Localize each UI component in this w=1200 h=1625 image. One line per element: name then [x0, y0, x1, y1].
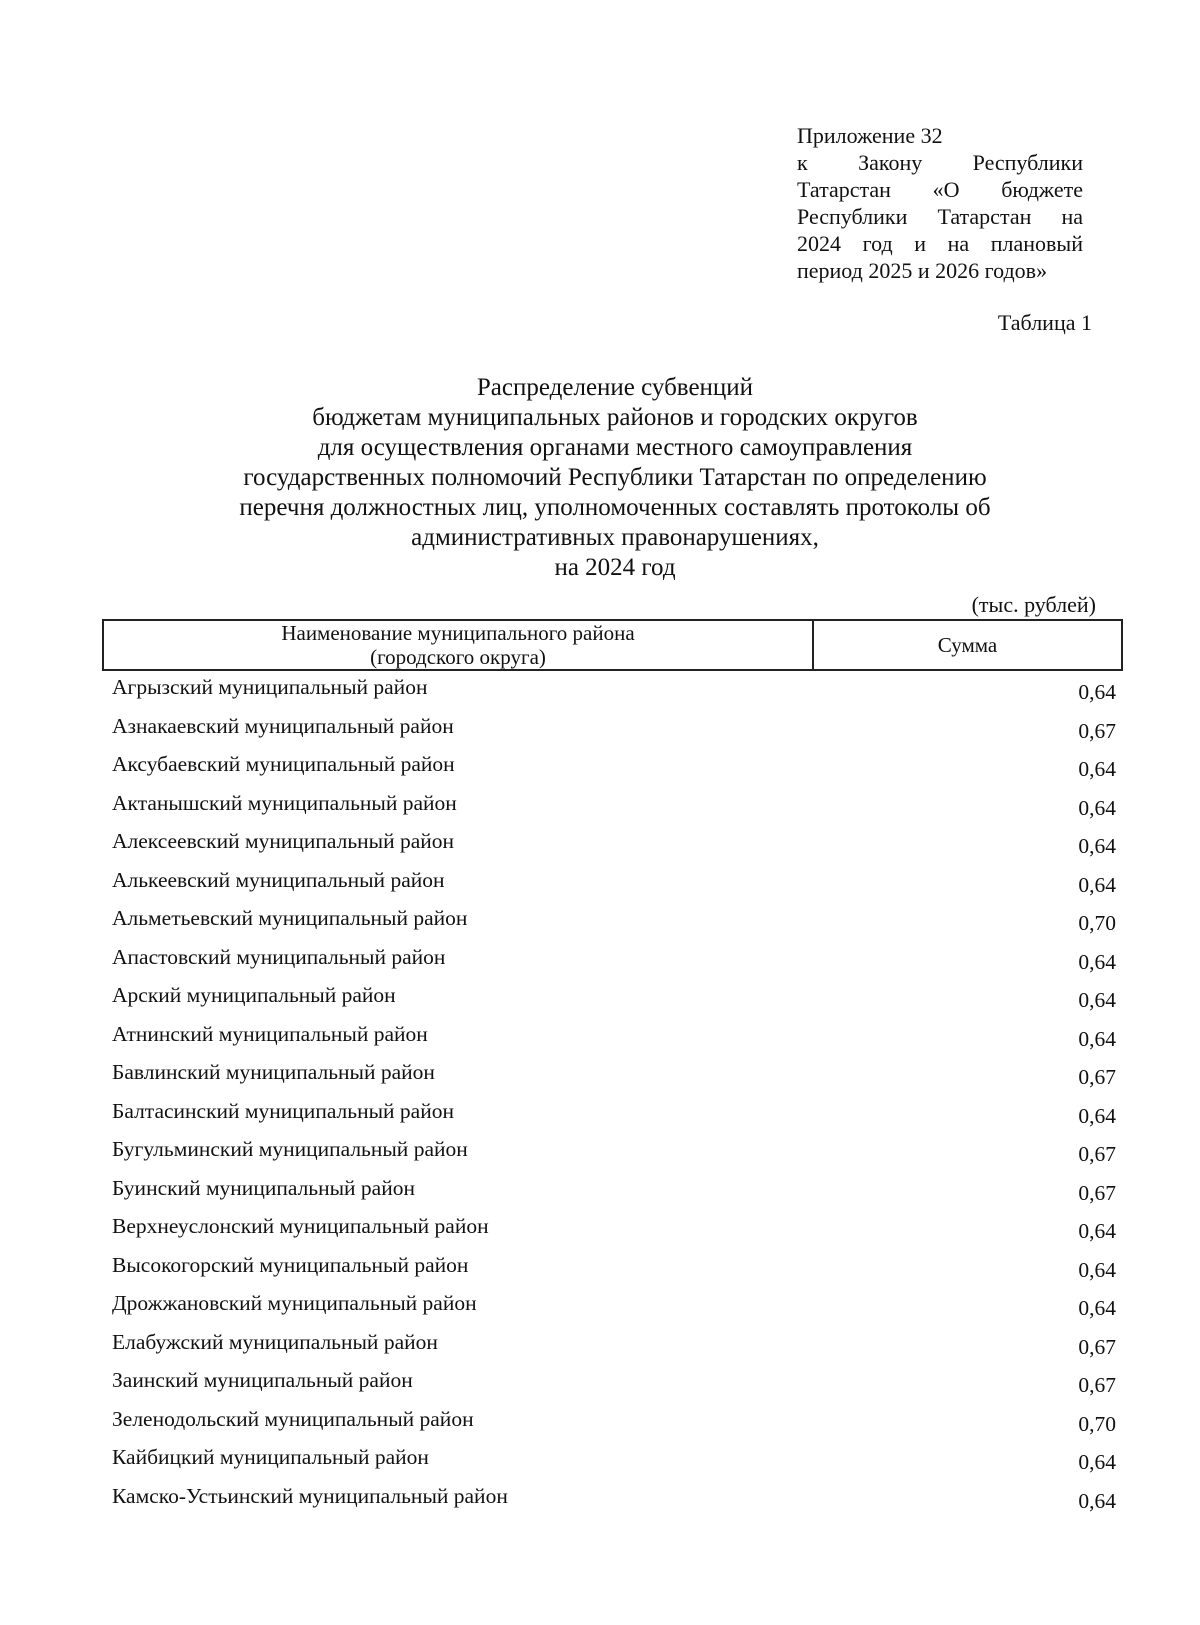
table-row: [112, 866, 1116, 905]
district-amount: 0,67: [1078, 1065, 1116, 1089]
appendix-line: к Закону Республики: [797, 150, 1083, 175]
appendix-line: Республики Татарстан на: [797, 204, 1083, 229]
district-name: Буинский муниципальный район: [112, 1175, 415, 1200]
title-line: Распределение субвенций: [476, 374, 754, 401]
table-row: [112, 1328, 1116, 1367]
table-row: [112, 1212, 1116, 1251]
district-amount: 0,64: [1078, 1026, 1116, 1051]
district-amount: 0,64: [1078, 795, 1116, 820]
district-name: Агрызский муниципальный район: [112, 675, 428, 699]
appendix-line: период 2025 и 2026 годов»: [797, 258, 1048, 283]
table-body: [112, 673, 1116, 1520]
district-amount: 0,67: [1078, 1180, 1116, 1205]
table-row: [112, 827, 1116, 866]
table-row: [112, 712, 1116, 751]
district-amount: 0,64: [1078, 1488, 1116, 1513]
district-name: Атнинский муниципальный район: [112, 1021, 428, 1046]
district-amount: 0,64: [1078, 1257, 1116, 1282]
district-amount: 0,67: [1078, 1142, 1116, 1166]
title-line: на 2024 год: [554, 554, 676, 581]
column-header-name-line1: Наименование муниципального района: [281, 621, 635, 645]
district-name: Заинский муниципальный район: [112, 1368, 413, 1392]
title-line: государственных полномочий Республики Татарстан по определению: [243, 464, 987, 491]
table-row: [112, 904, 1116, 943]
column-header-name: [104, 621, 814, 669]
district-amount: 0,64: [1078, 1103, 1116, 1128]
district-amount: 0,64: [1078, 988, 1116, 1012]
table-row: [112, 1443, 1116, 1482]
district-name: Арский муниципальный район: [112, 983, 396, 1007]
table-row: [112, 673, 1116, 712]
appendix-line: 2024 год и на плановый: [797, 231, 1083, 256]
district-amount: 0,67: [1078, 1373, 1116, 1397]
district-amount: 0,64: [1078, 1219, 1116, 1243]
appendix-line: Татарстан «О бюджете: [797, 177, 1083, 202]
table-row: [112, 1251, 1116, 1290]
district-name: Высокогорский муниципальный район: [112, 1252, 469, 1277]
district-amount: 0,64: [1078, 1450, 1116, 1474]
table-row: [112, 1289, 1116, 1328]
table-row: [112, 1020, 1116, 1059]
units-label: (тыс. рублей): [971, 592, 1096, 617]
district-amount: 0,64: [1078, 949, 1116, 974]
appendix-line: Приложение 32: [797, 123, 943, 148]
table-header: [102, 619, 1123, 671]
district-name: Альметьевский муниципальный район: [112, 906, 468, 930]
district-amount: 0,67: [1078, 1334, 1116, 1359]
document-title: [100, 373, 1130, 583]
title-line: административных правонарушениях,: [411, 524, 819, 551]
district-name: Апастовский муниципальный район: [112, 944, 446, 969]
district-amount: 0,67: [1078, 718, 1116, 743]
table-number-label: Таблица 1: [997, 310, 1092, 335]
title-line: бюджетам муниципальных районов и городских округов: [312, 404, 918, 431]
title-line: перечня должностных лиц, уполномоченных составлять протоколы об: [239, 494, 991, 521]
district-amount: 0,70: [1078, 1411, 1116, 1436]
district-name: Алексеевский муниципальный район: [112, 829, 455, 853]
district-name: Аксубаевский муниципальный район: [112, 752, 455, 776]
appendix-block: [797, 122, 1083, 284]
district-amount: 0,64: [1078, 872, 1116, 897]
district-name: Камско-Устьинский муниципальный район: [112, 1483, 508, 1508]
title-line: для осуществления органами местного самоуправления: [317, 434, 913, 461]
district-name: Елабужский муниципальный район: [112, 1329, 438, 1354]
district-name: Кайбицкий муниципальный район: [112, 1445, 429, 1469]
district-name: Зеленодольский муниципальный район: [112, 1406, 474, 1431]
district-name: Дрожжановский муниципальный район: [112, 1291, 477, 1315]
district-name: Азнакаевский муниципальный район: [112, 713, 454, 738]
table-row: [112, 750, 1116, 789]
table-row: [112, 1097, 1116, 1136]
district-amount: 0,70: [1078, 911, 1116, 935]
district-name: Алькеевский муниципальный район: [112, 867, 445, 892]
district-name: Балтасинский муниципальный район: [112, 1098, 454, 1123]
table-row: [112, 1482, 1116, 1521]
table-row: [112, 1366, 1116, 1405]
district-amount: 0,64: [1078, 834, 1116, 858]
table-row: [112, 1058, 1116, 1097]
table-row: [112, 981, 1116, 1020]
district-name: Бугульминский муниципальный район: [112, 1137, 468, 1161]
table-row: [112, 1135, 1116, 1174]
table-row: [112, 1405, 1116, 1444]
table-row: [112, 1174, 1116, 1213]
district-amount: 0,64: [1078, 757, 1116, 781]
district-name: Бавлинский муниципальный район: [112, 1060, 435, 1084]
district-amount: 0,64: [1078, 1296, 1116, 1320]
table-row: [112, 789, 1116, 828]
table-row: [112, 943, 1116, 982]
district-name: Актанышский муниципальный район: [112, 790, 457, 815]
district-amount: 0,64: [1078, 680, 1116, 704]
column-header-name-line2: (городского округа): [370, 645, 546, 669]
district-name: Верхнеуслонский муниципальный район: [112, 1214, 489, 1238]
column-header-sum: Сумма: [937, 633, 998, 657]
